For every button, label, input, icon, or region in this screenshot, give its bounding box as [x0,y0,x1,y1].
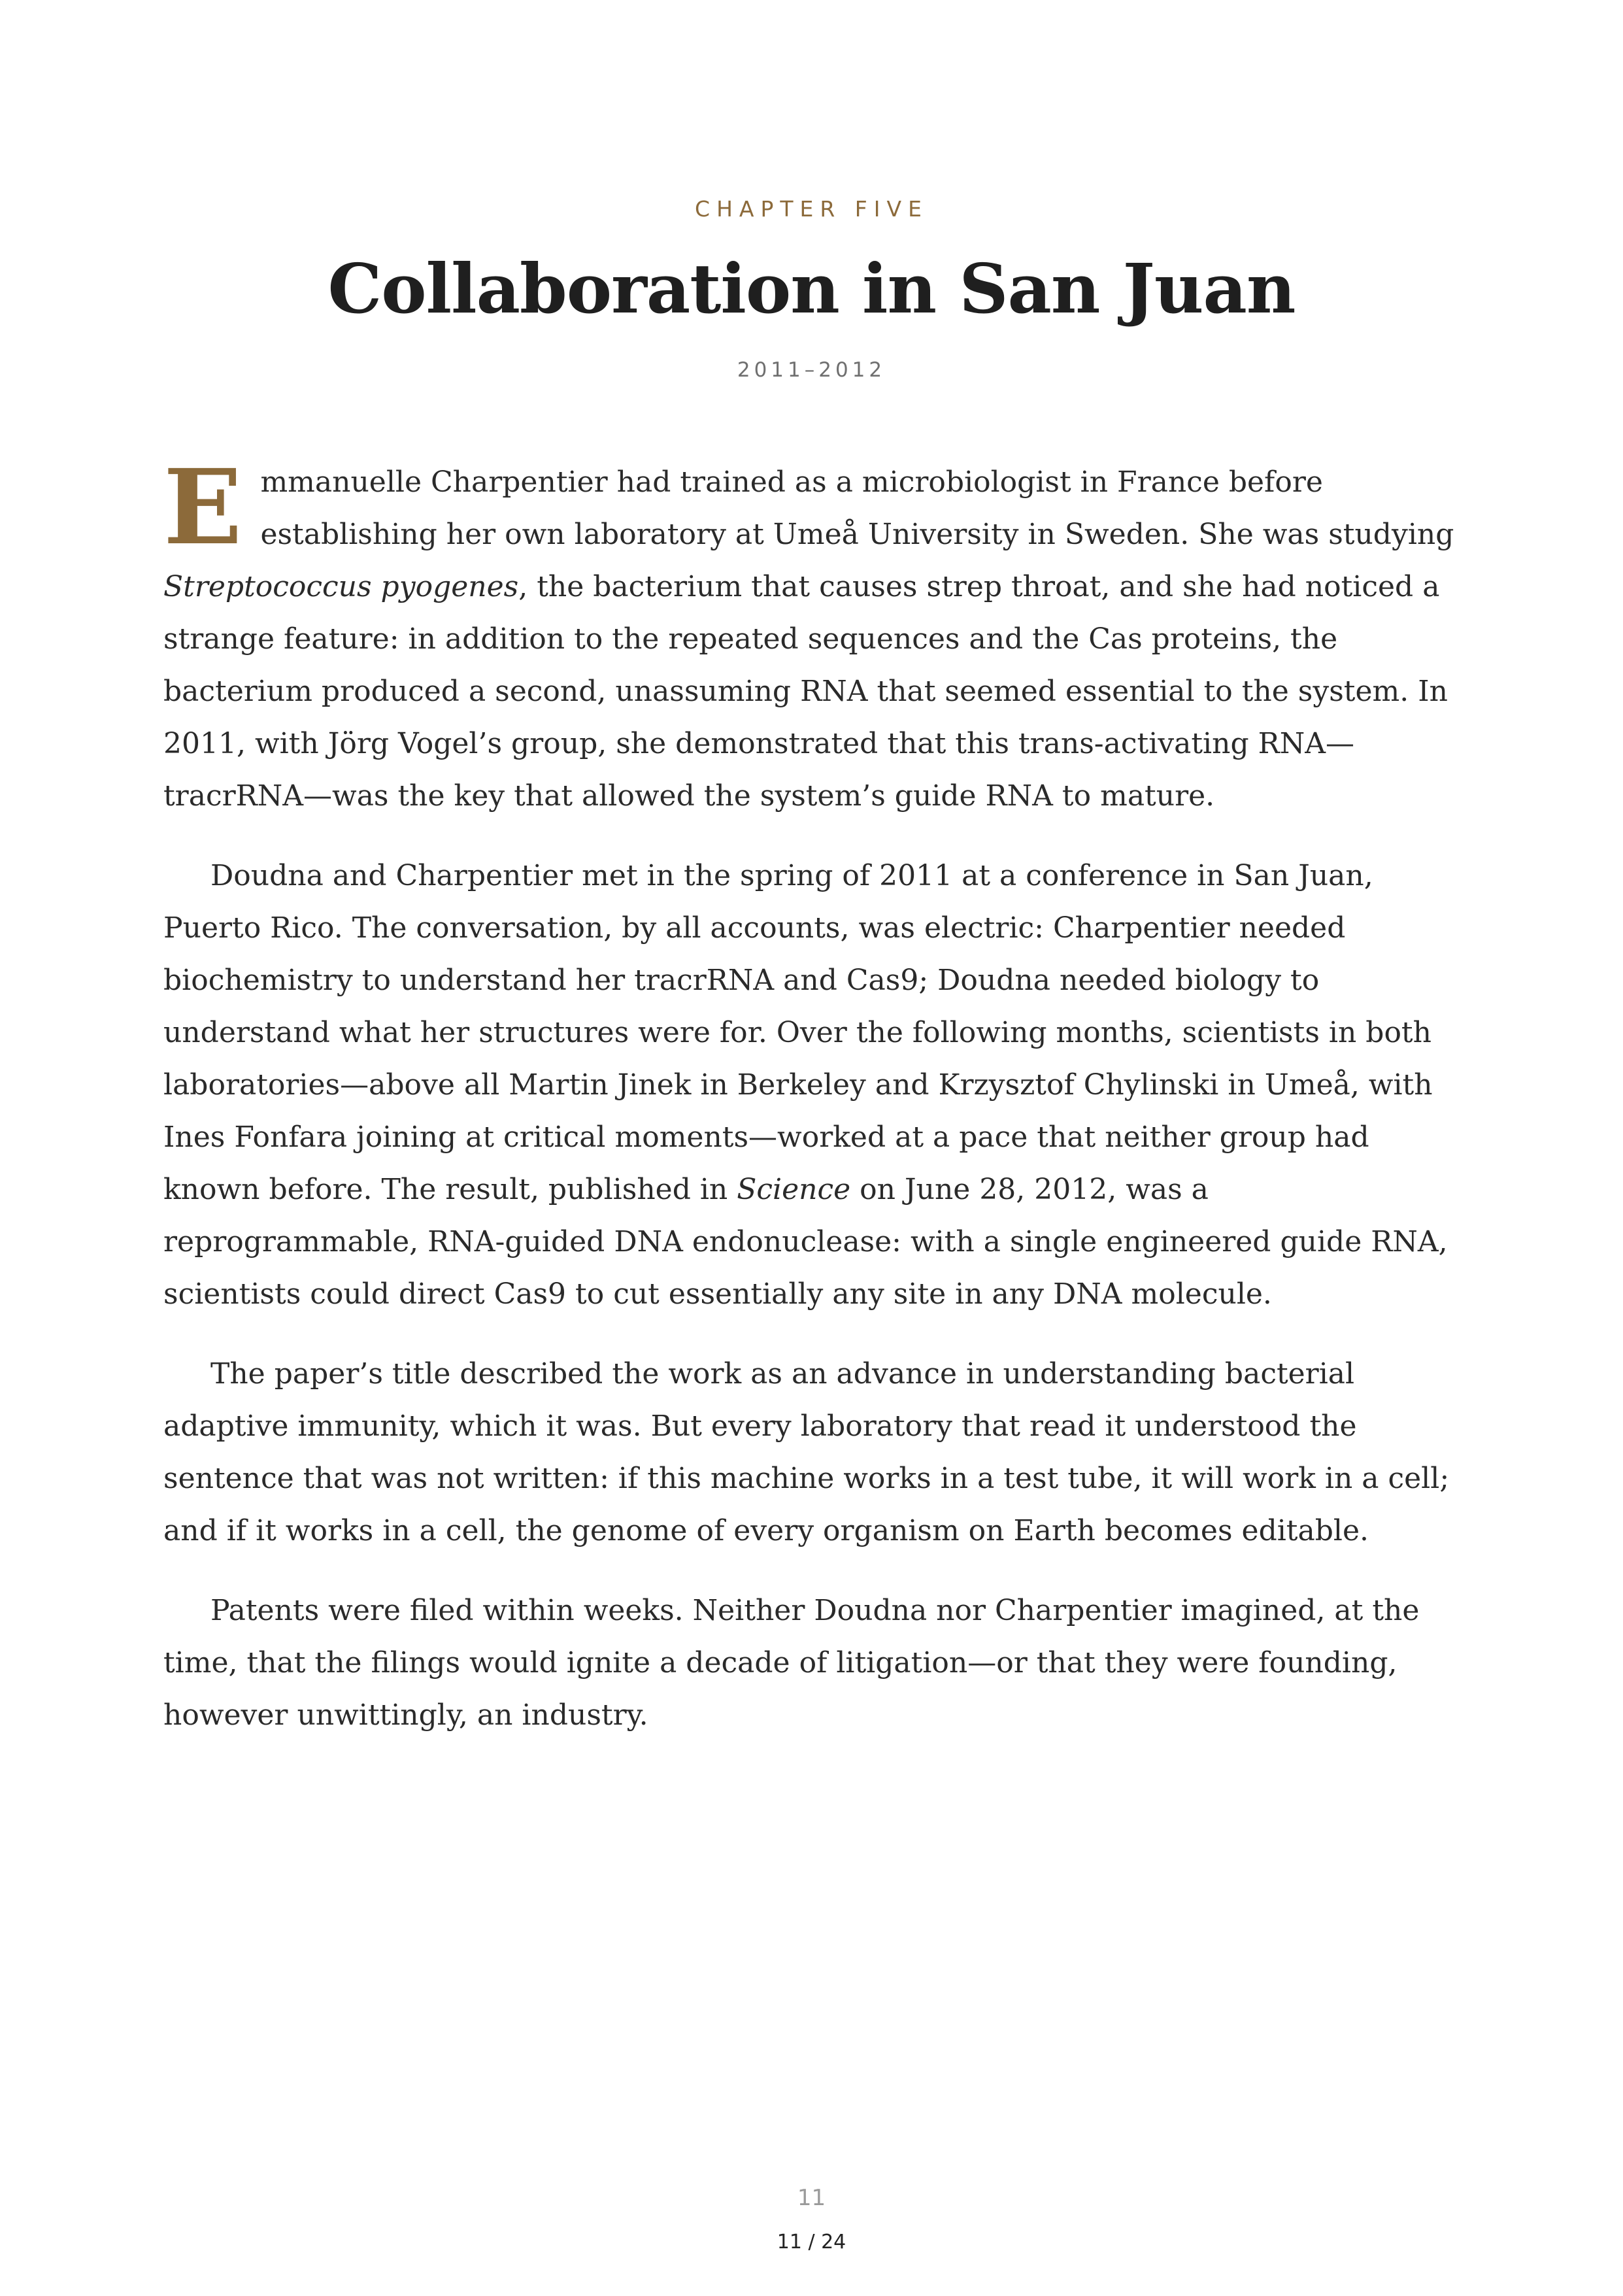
page-number: 11 [797,2185,826,2211]
paragraph-1-text-b: , the bacterium that causes strep throat, and she had noticed a strange feature: in addition to the repeated sequences and the Cas proteins, the bacterium produced a second, unassuming RNA that seemed essential to the system. In 2011, with Jörg Vogel’s group, she demonstrated that this trans-activating RNA—tracrRNA—was the key that allowed the system’s guide RNA to mature. [163,570,1448,813]
paragraph-1-text-a: mmanuelle Charpentier had trained as a microbiologist in France before establishing her own laboratory at Umeå University in Sweden. She was studying [260,465,1454,551]
paragraph-3: The paper’s title described the work as an advance in understanding bacterial adaptive immunity, which it was. But every laboratory that read it understood the sentence that was not written: if this machine works in a test tube, it will work in a cell; and if it works in a cell, the genome of every organism on Earth becomes editable. [163,1357,1450,1547]
paragraph-2-text-a: Doudna and Charpentier met in the spring of 2011 at a conference in San Juan, Puerto Rico. The conversation, by all accounts, was electric: Charpentier needed biochemistry to understand her tracrRNA and Cas9; Doudna needed biology to understand what her structures were for. Over the following months, scientists in both laboratories—above all Martin Jinek in Berkeley and Krzysztof Chylinski in Umeå, with Ines Fonfara joining at critical moments—worked at a pace that neither group had known before. The result, published in [163,859,1433,1206]
chapter-years: 2011–2012 [737,358,886,382]
paragraph-1 [163,447,1467,822]
chapter-body [163,447,1467,1769]
species-name: Streptococcus pyogenes [163,570,519,603]
journal-name: Science [737,1173,851,1206]
paragraph-4: Patents were filed within weeks. Neither Doudna nor Charpentier imagined, at the time, that the filings would ignite a decade of litigation—or that they were founding, however unwittingly, an industry. [163,1594,1420,1732]
chapter-label: CHAPTER FIVE [695,196,928,222]
paragraph-2 [163,850,1467,1321]
paragraph-2-text-b: on June 28, 2012, was a reprogrammable, RNA-guided DNA endonuclease: with a single engineered guide RNA, scientists could direct Cas9 to cut essentially any site in any DNA molecule. [163,1173,1448,1311]
page-indicator: 11 / 24 [777,2231,846,2254]
drop-cap: E [163,447,243,568]
chapter-title: Collaboration in San Juan [327,248,1296,329]
